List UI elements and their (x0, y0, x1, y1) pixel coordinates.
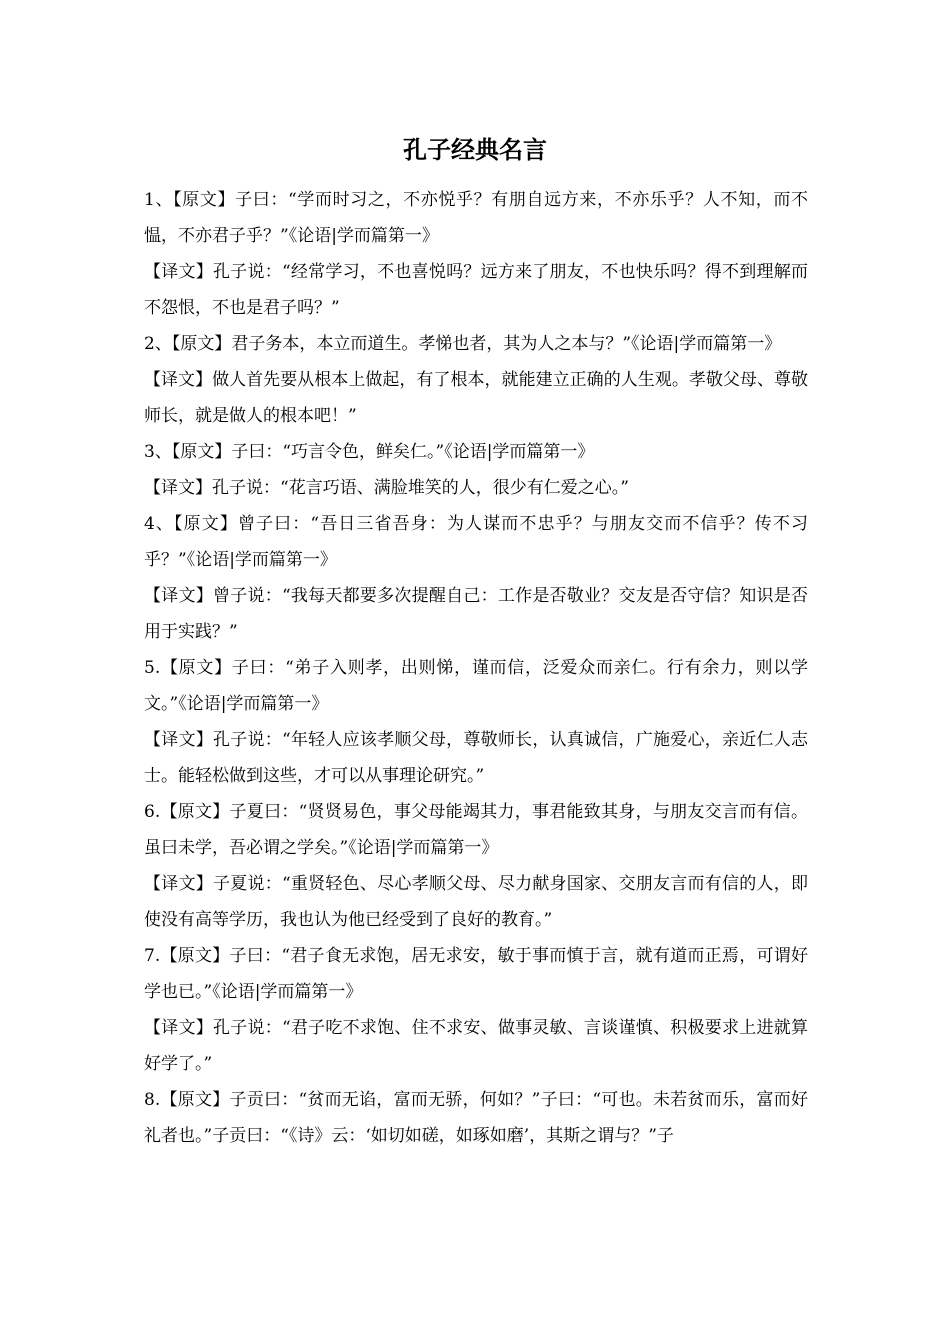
paragraph-6-original: 6.【原文】子夏曰：“贤贤易色，事父母能竭其力，事君能致其身，与朋友交言而有信。虽曰未学，吾必谓之学矣。”《论语|学而篇第一》 (144, 802, 808, 858)
paragraph-7-original: 7.【原文】子曰：“君子食无求饱，居无求安，敏于事而慎于言，就有道而正焉，可谓好学也已。”《论语|学而篇第一》 (144, 946, 808, 1002)
paragraph-3-translation: 【译文】孔子说：“花言巧语、满脸堆笑的人，很少有仁爱之心。” (144, 478, 629, 498)
paragraph-1-translation: 【译文】孔子说：“经常学习，不也喜悦吗？远方来了朋友，不也快乐吗？得不到理解而不怨恨，不也是君子吗？” (144, 262, 808, 318)
page-title: 孔子经典名言 (403, 136, 547, 164)
paragraph-5-translation: 【译文】孔子说：“年轻人应该孝顺父母，尊敬师长，认真诚信，广施爱心，亲近仁人志士。能轻松做到这些，才可以从事理论研究。” (144, 730, 808, 786)
paragraph-3-original: 3、【原文】子曰：“巧言令色，鲜矣仁。”《论语|学而篇第一》 (144, 442, 595, 462)
paragraph-2-translation: 【译文】做人首先要从根本上做起，有了根本，就能建立正确的人生观。孝敬父母、尊敬师长，就是做人的根本吧！” (144, 370, 808, 426)
paragraph-7-translation: 【译文】孔子说：“君子吃不求饱、住不求安、做事灵敏、言谈谨慎、积极要求上进就算好学了。” (144, 1018, 808, 1074)
paragraph-5-original: 5.【原文】子曰：“弟子入则孝，出则悌，谨而信，泛爱众而亲仁。行有余力，则以学文。”《论语|学而篇第一》 (144, 658, 808, 714)
document-body (144, 182, 808, 1154)
paragraph-1-original: 1、【原文】子曰：“学而时习之，不亦悦乎？有朋自远方来，不亦乐乎？人不知，而不愠，不亦君子乎？”《论语|学而篇第一》 (144, 190, 808, 246)
paragraph-4-translation: 【译文】曾子说：“我每天都要多次提醒自己：工作是否敬业？交友是否守信？知识是否用于实践？” (144, 586, 808, 642)
paragraph-6-translation: 【译文】子夏说：“重贤轻色、尽心孝顺父母、尽力献身国家、交朋友言而有信的人，即使没有高等学历，我也认为他已经受到了良好的教育。” (144, 874, 808, 930)
paragraph-8-original: 8.【原文】子贡曰：“贫而无谄，富而无骄，何如？”子曰：“可也。未若贫而乐，富而好礼者也。”子贡曰：“《诗》云：‘如切如磋，如琢如磨’，其斯之谓与？”子 (144, 1090, 808, 1146)
paragraph-2-original: 2、【原文】君子务本，本立而道生。孝悌也者，其为人之本与？”《论语|学而篇第一》 (144, 334, 782, 354)
paragraph-4-original: 4、【原文】曾子曰：“吾日三省吾身：为人谋而不忠乎？与朋友交而不信乎？传不习乎？”《论语|学而篇第一》 (144, 514, 808, 570)
